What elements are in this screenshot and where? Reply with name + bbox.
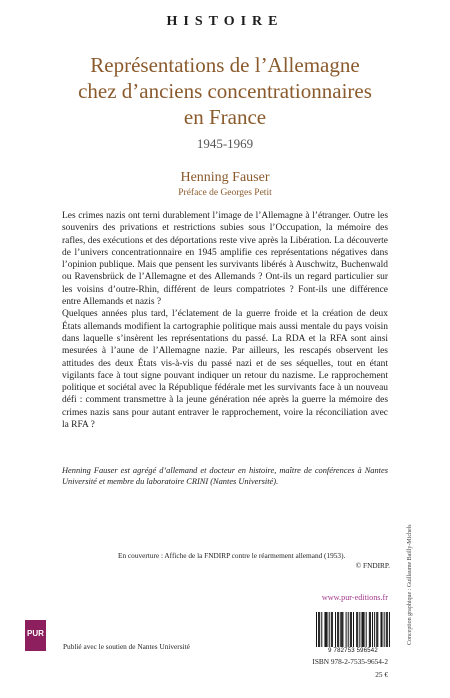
support-notice: Publié avec le soutien de Nantes Université — [63, 642, 190, 651]
title-line-2: chez d’anciens concentrationnaires — [78, 79, 372, 103]
publisher-website[interactable]: www.pur-editions.fr — [321, 593, 388, 602]
preface-credit: Préface de Georges Petit — [178, 188, 272, 198]
author-name: Henning Fauser — [180, 170, 270, 185]
barcode — [316, 612, 390, 647]
isbn: ISBN 978-2-7535-9654-2 — [312, 657, 388, 666]
price: 25 € — [375, 670, 388, 679]
blurb-paragraph-1: Les crimes nazis ont terni durablement l’image de l’Allemagne à l’étranger. Outre les souvenirs des privations et restrictions subies sous l’Occupation, la mémoire des rafles, des exécutions et des déportations reste vive après la Libération. La découverte de l’univers concentrationnaire en 1945 amplifie ces représentations négatives dans l’opinion publique. Mais que pensent les survivants libérés à Auschwitz, Buchenwald ou Ravensbrück de l’Allemagne et des Allemands ? Ont-ils un regard particulier sur les voisins d’outre-Rhin, différent de leurs compatriotes ? Font-ils une différence entre Allemands et nazis ? — [62, 211, 388, 308]
pur-logo-text: PUR — [27, 629, 44, 638]
blurb — [62, 210, 388, 431]
title-dates: 1945-1969 — [196, 136, 254, 151]
pur-logo — [25, 620, 46, 651]
title-line-3: en France — [183, 105, 267, 129]
author-bio — [62, 465, 388, 487]
title-line-1: Représentations de l’Allemagne — [90, 53, 360, 77]
bio-author-name: Henning Fauser — [62, 466, 118, 475]
bio-text: est agrégé d’allemand et docteur en histoire, maître de conférences à Nantes Université et membre du laboratoire CRINI (Nantes Université). — [62, 466, 388, 486]
design-credit: Conception graphique : Guillaume Bailly-Michels — [407, 524, 413, 645]
blurb-paragraph-2: Quelques années plus tard, l’éclatement de la guerre froide et la création de deux États allemands modifient la cartographie politique mais aussi mentale du pays voisin dans laquelle s’insèrent les représentations du passé. La RDA et la RFA sont ainsi mesurées à l’aune de l’Allemagne nazie. Par ailleurs, les rescapés observent les attitudes des deux États vis-à-vis du passé nazi et de ses séquelles, tout en étant vigilants face à tout signe pouvant indiquer un retour du nazisme. Le rapprochement politique et sociétal avec la République fédérale met les survivants face à un nouveau défi : comment transmettre à la jeune génération née après la guerre la mémoire des crimes nazis sans pour autant entraver le rapprochement, voire la réconciliation avec la RFA ? — [62, 309, 388, 431]
barcode-digits: 9 782753 596542 — [328, 648, 378, 654]
book-title — [20, 52, 430, 130]
cover-credit — [118, 551, 390, 570]
series-label: HISTOIRE — [166, 14, 284, 29]
cover-credit-line-2: © FNDIRP. — [355, 560, 390, 570]
cover-credit-line-1: En couverture : Affiche de la FNDIRP contre le réarmement allemand (1953). — [118, 551, 346, 560]
